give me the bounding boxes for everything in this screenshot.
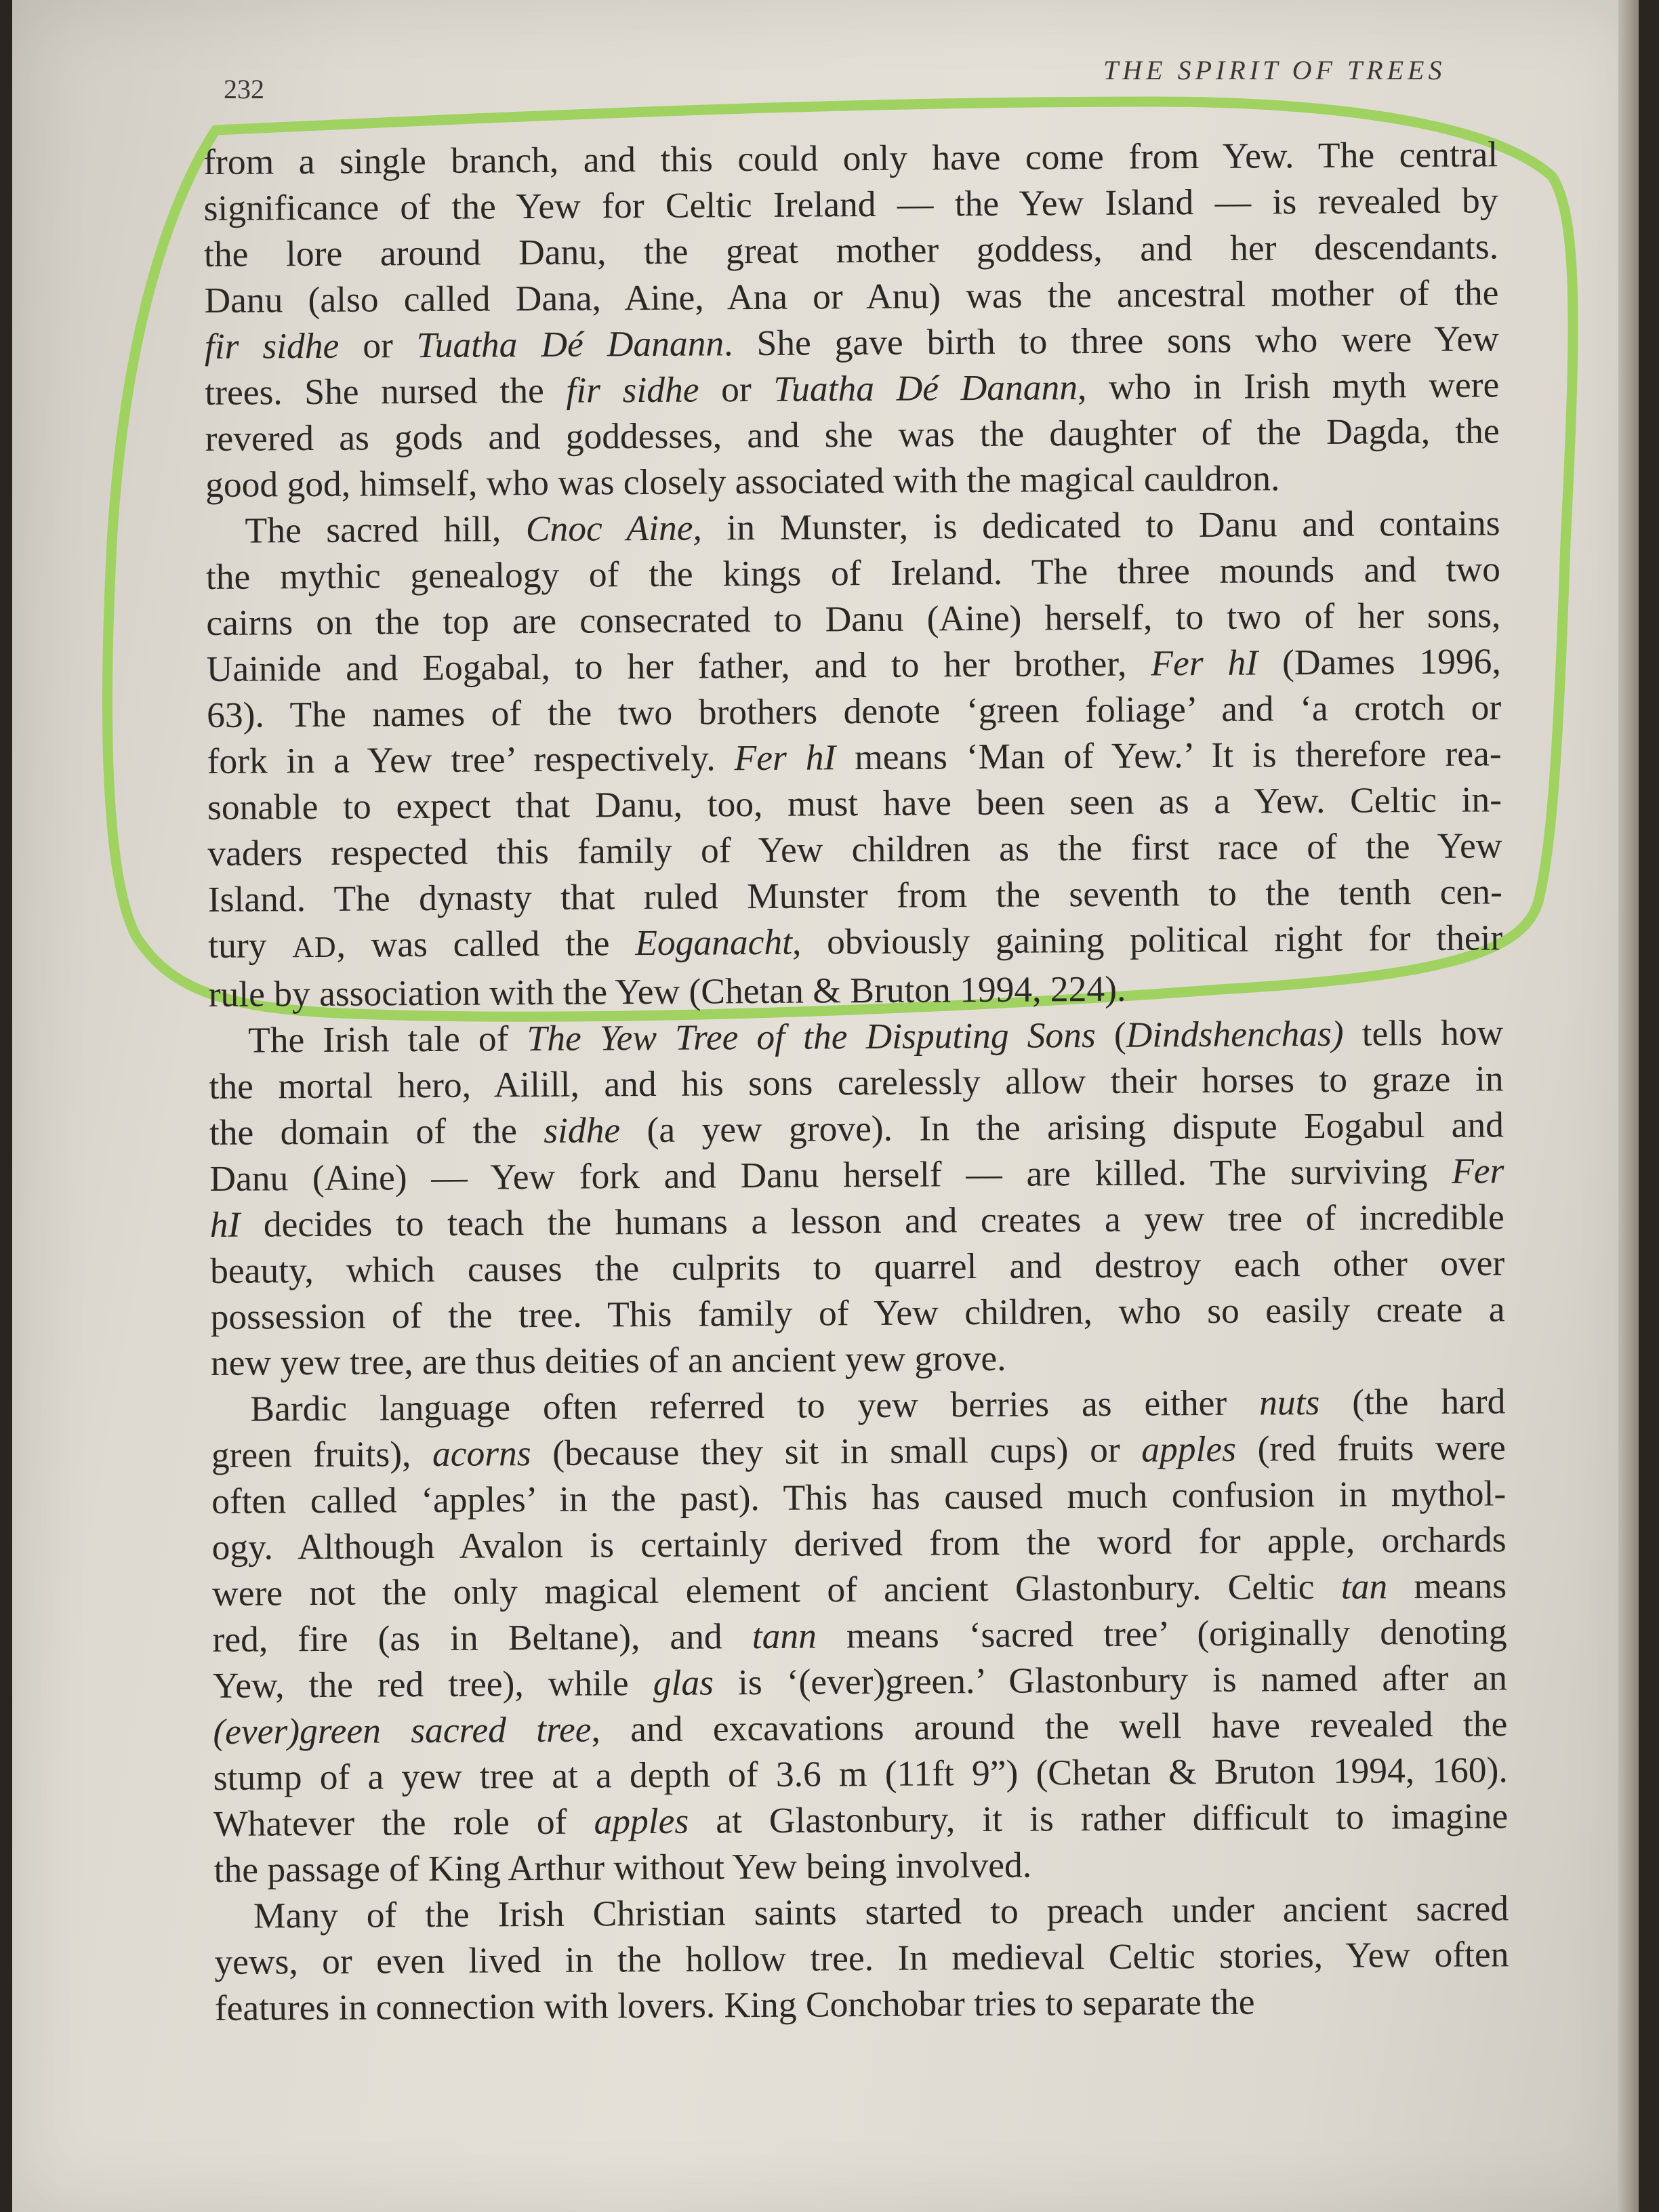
- text-run: 63). The names of the two brothers denote ‘green foliage’ and ‘a crotch or: [207, 687, 1502, 735]
- text-run: (a yew grove). In the arising dispute Eogabul and: [619, 1104, 1504, 1151]
- italic-text: Fer hI: [734, 737, 836, 779]
- text-line: [211, 1470, 1506, 1524]
- italic-text: tann: [752, 1615, 817, 1657]
- text-run: sonable to expect that Danu, too, must have been seen as a Yew. Celtic in-: [207, 779, 1502, 827]
- text-run: Uainide and Eogabal, to her father, and to her brother,: [206, 642, 1151, 689]
- text-line: [205, 315, 1499, 369]
- italic-text: Cnoc Aine,: [525, 507, 703, 550]
- text-run: beauty, which causes the culprits to quarrel and destroy each other over: [210, 1242, 1505, 1291]
- text-run: possession of the tree. This family of Yew children, who so easily create a: [210, 1288, 1505, 1337]
- text-line: [205, 453, 1500, 508]
- text-line: [213, 1700, 1507, 1755]
- text-run: stump of a yew tree at a depth of 3.6 m (11ft 9”) (Chetan & Bruton 1994, 160).: [213, 1749, 1508, 1798]
- text-line: [214, 1931, 1509, 1985]
- italic-text: The Yew Tree of the Disputing Sons: [527, 1014, 1096, 1059]
- text-run: , who in Irish myth were: [1077, 364, 1500, 408]
- text-run: (red fruits were: [1235, 1427, 1506, 1469]
- text-line: [207, 776, 1502, 830]
- paragraph-p2: [205, 499, 1503, 1017]
- text-line: [209, 1147, 1504, 1202]
- text-run: Danu (also called Dana, Aine, Ana or Anu) was the ancestral mother of the: [204, 272, 1499, 321]
- text-run: the passage of King Arthur without Yew being involved.: [213, 1844, 1032, 1890]
- text-run: from a single branch, and this could only have come from Yew. The central: [203, 134, 1498, 182]
- text-line: [205, 499, 1500, 554]
- italic-text: Tuatha Dé Danann: [416, 323, 724, 366]
- text-line: [208, 914, 1502, 971]
- text-run: Island. The dynasty that ruled Munster from the seventh to the tenth cen-: [207, 871, 1503, 920]
- body-text: [203, 131, 1509, 2031]
- text-run: the mortal hero, Ailill, and his sons carelessly allow their horses to graze in: [209, 1058, 1504, 1107]
- text-line: [210, 1286, 1504, 1340]
- text-run: tury: [208, 924, 293, 966]
- text-run: , was called the: [336, 922, 636, 965]
- text-line: [214, 1885, 1509, 1939]
- text-line: [213, 1654, 1507, 1708]
- text-run: Yew, the red tree), while: [212, 1662, 653, 1706]
- text-line: [210, 1240, 1504, 1294]
- text-line: [209, 1009, 1503, 1063]
- text-line: [206, 592, 1500, 646]
- text-line: [205, 361, 1499, 415]
- text-run: The Irish tale of: [247, 1018, 527, 1061]
- text-line: [208, 868, 1502, 922]
- italic-text: Eoganacht: [635, 921, 793, 964]
- text-line: [213, 1839, 1508, 1893]
- text-line: [207, 822, 1502, 876]
- italic-text: apples: [594, 1800, 689, 1842]
- text-run: , obviously gaining political right for their: [792, 917, 1503, 962]
- running-head: THE SPIRIT OF TREES: [1103, 55, 1446, 85]
- text-run: revered as gods and goddesses, and she was the daughter of the Dagda, the: [205, 410, 1500, 459]
- text-run: tells how: [1343, 1012, 1504, 1054]
- text-run: Bardic language often referred to yew berries as either: [250, 1382, 1260, 1429]
- text-line: [209, 1055, 1503, 1109]
- text-run: Whatever the role of: [213, 1801, 594, 1844]
- text-line: [211, 1332, 1505, 1386]
- text-line: [206, 546, 1500, 600]
- text-line: [210, 1193, 1504, 1248]
- text-run: or: [699, 368, 774, 410]
- text-run: . She gave birth to three sons who were Yew: [723, 318, 1500, 364]
- text-line: [212, 1608, 1507, 1662]
- text-line: [212, 1562, 1507, 1616]
- text-run: means: [1387, 1565, 1507, 1607]
- text-run: cairns on the top are consecrated to Danu (Aine) herself, to two of her sons,: [206, 594, 1501, 643]
- italic-text: tan: [1340, 1565, 1388, 1607]
- paragraph-p5: [214, 1885, 1509, 2031]
- text-line: [204, 269, 1498, 323]
- text-run: the mythic genealogy of the kings of Ireland. The three mounds and two: [205, 548, 1501, 597]
- text-run: (because they sit in small cups) or: [531, 1429, 1142, 1474]
- text-run: vaders respected this family of Yew children as the first race of the Yew: [207, 825, 1502, 874]
- italic-text: apples: [1141, 1428, 1237, 1470]
- text-line: [204, 223, 1498, 277]
- italic-text: Dindshenchas): [1126, 1012, 1344, 1055]
- text-line: [215, 1977, 1509, 2031]
- text-line: [213, 1746, 1508, 1801]
- paragraph-p1: [203, 131, 1500, 508]
- italic-text: Fer hI: [1151, 642, 1258, 684]
- text-run: AD: [292, 930, 337, 964]
- text-line: [211, 1516, 1506, 1570]
- italic-text: nuts: [1258, 1381, 1320, 1423]
- paragraph-p3: [209, 1009, 1505, 1386]
- text-run: means ‘Man of Yew.’ It is therefore rea-: [836, 733, 1502, 778]
- text-run: were not the only magical element of ancient Glastonbury. Celtic: [211, 1565, 1341, 1614]
- text-run: the domain of the: [209, 1109, 544, 1153]
- text-line: [211, 1378, 1505, 1432]
- text-run: ogy. Although Avalon is certainly derived from the word for apple, orchards: [211, 1519, 1507, 1568]
- text-run: means ‘sacred tree’ (originally denoting: [816, 1611, 1507, 1656]
- text-run: the lore around Danu, the great mother goddess, and her descendants.: [203, 226, 1499, 274]
- text-run: Many of the Irish Christian saints started to preach under ancient sacred: [253, 1887, 1509, 1936]
- text-run: decides to teach the humans a lesson and creates a yew tree of incredible: [240, 1196, 1504, 1245]
- text-line: [209, 963, 1503, 1017]
- text-run: at Glastonbury, it is rather difficult to imagine: [688, 1795, 1509, 1841]
- italic-text: glas: [653, 1662, 714, 1703]
- text-run: trees. She nursed the: [205, 369, 567, 413]
- text-line: [213, 1793, 1508, 1847]
- italic-text: acorns: [432, 1433, 531, 1474]
- text-run: or: [339, 325, 417, 366]
- text-run: (the hard: [1319, 1380, 1506, 1422]
- italic-text: (ever)green sacred tree: [213, 1708, 592, 1752]
- text-run: fork in a Yew tree’ respectively.: [207, 737, 735, 781]
- italic-text: hI: [209, 1204, 241, 1245]
- text-line: [205, 407, 1499, 462]
- text-line: [207, 684, 1501, 738]
- text-line: [211, 1424, 1506, 1478]
- text-line: [203, 177, 1498, 231]
- text-run: in Munster, is dedicated to Danu and contains: [701, 502, 1500, 548]
- text-run: good god, himself, who was closely associated with the magical cauldron.: [205, 457, 1280, 505]
- page-edge: [1618, 0, 1639, 2212]
- text-run: significance of the Yew for Celtic Ireland — the Yew Island — is revealed by: [203, 180, 1498, 228]
- text-run: (: [1095, 1014, 1126, 1055]
- text-run: rule by association with the Yew (Chetan & Bruton 1994, 224).: [208, 968, 1126, 1015]
- text-line: [209, 1101, 1504, 1155]
- text-run: red, fire (as in Beltane), and: [212, 1616, 752, 1660]
- text-run: yews, or even lived in the hollow tree. In medieval Celtic stories, Yew often: [214, 1933, 1509, 1982]
- text-run: features in connection with lovers. King Conchobar tries to separate the: [214, 1981, 1255, 2028]
- italic-text: fir sidhe: [204, 325, 340, 367]
- text-run: often called ‘apples’ in the past). This has caused much confusion in mythol-: [211, 1473, 1507, 1521]
- text-line: [203, 131, 1498, 185]
- italic-text: sidhe: [544, 1109, 621, 1151]
- italic-text: Fer: [1451, 1150, 1504, 1191]
- text-run: (Dames 1996,: [1257, 640, 1501, 683]
- text-run: new yew tree, are thus deities of an ancient yew grove.: [210, 1337, 1006, 1383]
- text-run: Danu (Aine) — Yew fork and Danu herself — are killed. The surviving: [209, 1150, 1452, 1199]
- italic-text: fir sidhe: [566, 369, 699, 411]
- text-line: [207, 638, 1501, 692]
- text-run: green fruits),: [211, 1433, 433, 1475]
- text-line: [207, 730, 1501, 784]
- text-run: The sacred hill,: [245, 508, 527, 551]
- paragraph-p4: [211, 1378, 1509, 1893]
- italic-text: Tuatha Dé Danann: [773, 367, 1078, 409]
- text-run: , and excavations around the well have revealed the: [591, 1703, 1508, 1750]
- text-run: is ‘(ever)green.’ Glastonbury is named after an: [713, 1657, 1508, 1703]
- page-number: 232: [224, 74, 264, 104]
